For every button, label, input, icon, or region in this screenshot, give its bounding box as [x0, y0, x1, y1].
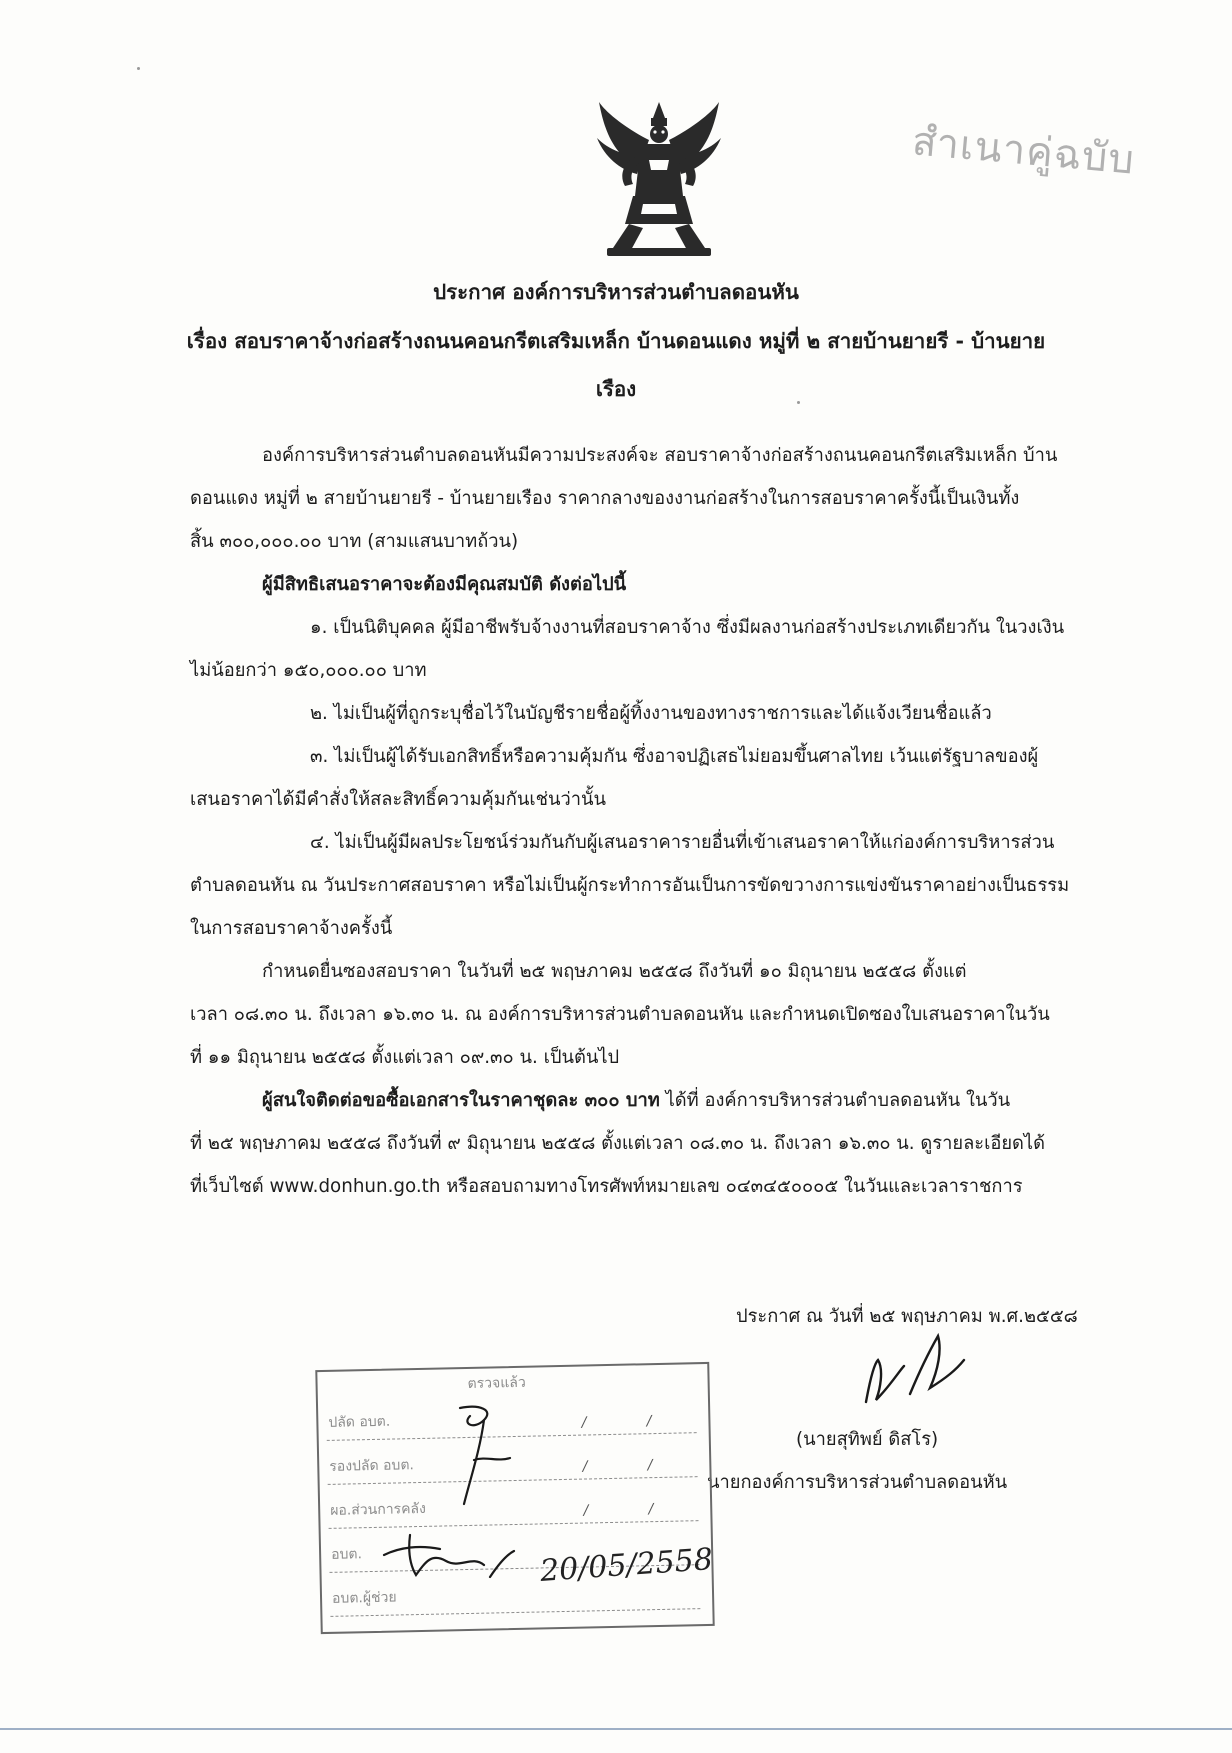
routing-stamp-title: ตรวจแล้ว	[467, 1374, 526, 1392]
garuda-emblem-icon	[593, 100, 725, 258]
clerk-signature	[380, 1525, 540, 1585]
qualification-4-line-1: ๔. ไม่เป็นผู้มีผลประโยชน์ร่วมกันกับผู้เสนอราคารายอื่นที่เข้าเสนอราคาให้แก่องค์การบริหารส่วน	[310, 832, 1055, 853]
mayor-signature	[860, 1330, 970, 1410]
qualification-1-line-2: ไม่น้อยกว่า ๑๕๐,๐๐๐.๐๐ บาท	[190, 660, 427, 681]
schedule-line-3: ที่ ๑๑ มิถุนายน ๒๕๕๘ ตั้งแต่เวลา ๐๙.๓๐ น. เป็นต้นไป	[190, 1047, 620, 1068]
schedule-line-2: เวลา ๐๘.๓๐ น. ถึงเวลา ๑๖.๓๐ น. ณ องค์การบริหารส่วนตำบลดอนหัน และกำหนดเปิดซองใบเสนอราคาในวัน	[190, 1004, 1050, 1025]
schedule-line-1: กำหนดยื่นซองสอบราคา ในวันที่ ๒๕ พฤษภาคม ๒๕๕๘ ถึงวันที่ ๑๐ มิถุนายน ๒๕๕๘ ตั้งแต่	[262, 961, 967, 982]
intro-line-1: องค์การบริหารส่วนตำบลดอนหันมีความประสงค์จะ สอบราคาจ้างก่อสร้างถนนคอนกรีตเสริมเหล็ก บ้าน	[262, 445, 1058, 466]
initial-signature	[440, 1400, 530, 1510]
scan-speck	[797, 401, 800, 404]
routing-row: ผอ.ส่วนการคลัง / /	[328, 1480, 699, 1529]
routing-row: ปลัด อบต. / /	[326, 1392, 697, 1441]
routing-row: อบต.ผู้ช่วย	[330, 1568, 701, 1617]
contact-price: ผู้สนใจติดต่อขอซื้อเอกสารในราคาชุดละ ๓๐๐ บาท	[262, 1090, 660, 1111]
subject-line-1: เรื่อง สอบราคาจ้างก่อสร้างถนนคอนกรีตเสริมเหล็ก บ้านดอนแดง หมู่ที่ ๒ สายบ้านยายรี - บ้านยาย	[186, 329, 1046, 353]
qualification-4-line-3: ในการสอบราคาจ้างครั้งนี้	[190, 918, 393, 939]
contact-line-3: ที่เว็บไซต์ www.donhun.go.th หรือสอบถามทางโทรศัพท์หมายเลข ๐๔๓๔๕๐๐๐๕ ในวันและเวลาราชการ	[190, 1176, 1023, 1197]
routing-row: อบต.	[329, 1524, 700, 1573]
qualification-3-line-1: ๓. ไม่เป็นผู้ได้รับเอกสิทธิ์หรือความคุ้มกัน ซึ่งอาจปฏิเสธไม่ยอมขึ้นศาลไทย เว้นแต่รัฐบาลของผู้	[310, 746, 1039, 767]
routing-row: รองปลัด อบต. / /	[327, 1436, 698, 1485]
announcement-date: ประกาศ ณ วันที่ ๒๕ พฤษภาคม พ.ศ.๒๕๕๘	[736, 1306, 1078, 1327]
handwritten-date: 20/05/2558	[538, 1542, 714, 1589]
intro-line-3: สิ้น ๓๐๐,๐๐๐.๐๐ บาท (สามแสนบาทถ้วน)	[190, 531, 519, 552]
qualification-1-line-1: ๑. เป็นนิติบุคคล ผู้มีอาชีพรับจ้างงานที่สอบราคาจ้าง ซึ่งมีผลงานก่อสร้างประเภทเดียวกัน ในวงเงิน	[310, 617, 1065, 638]
scan-speck	[137, 67, 140, 70]
scan-edge-line	[0, 1728, 1232, 1730]
qualification-3-line-2: เสนอราคาได้มีคำสั่งให้สละสิทธิ์ความคุ้มกันเช่นว่านั้น	[190, 789, 607, 810]
mayor-position: นายกองค์การบริหารส่วนตำบลดอนหัน	[707, 1472, 1008, 1493]
contact-line-1	[262, 1086, 1010, 1115]
announcement-title: ประกาศ องค์การบริหารส่วนตำบลดอนหัน	[433, 280, 799, 304]
copy-stamp: สำเนาคู่ฉบับ	[910, 118, 1137, 184]
mayor-name: (นายสุทิพย์ ดิสโร)	[796, 1429, 939, 1450]
qualification-2-line-1: ๒. ไม่เป็นผู้ที่ถูกระบุชื่อไว้ในบัญชีรายชื่อผู้ทิ้งงานของทางราชการและได้แจ้งเวียนชื่อแล้ว	[310, 703, 992, 724]
subject-line-2: เรือง	[595, 377, 637, 401]
intro-line-2: ดอนแดง หมู่ที่ ๒ สายบ้านยายรี - บ้านยายเรือง ราคากลางของงานก่อสร้างในการสอบราคาครั้งนี้เป็นเงินทั้ง	[190, 488, 1020, 509]
contact-line-2: ที่ ๒๕ พฤษภาคม ๒๕๕๘ ถึงวันที่ ๙ มิถุนายน ๒๕๕๘ ตั้งแต่เวลา ๐๘.๓๐ น. ถึงเวลา ๑๖.๓๐ น. ดูรายละเอียดได้	[190, 1133, 1045, 1154]
qualification-4-line-2: ตำบลดอนหัน ณ วันประกาศสอบราคา หรือไม่เป็นผู้กระทำการอันเป็นการขัดขวางการแข่งขันราคาอย่างเป็นธรรม	[190, 875, 1070, 896]
qualifications-heading: ผู้มีสิทธิเสนอราคาจะต้องมีคุณสมบัติ ดังต่อไปนี้	[262, 574, 627, 595]
contact-place: ได้ที่ องค์การบริหารส่วนตำบลดอนหัน ในวัน	[659, 1090, 1011, 1111]
